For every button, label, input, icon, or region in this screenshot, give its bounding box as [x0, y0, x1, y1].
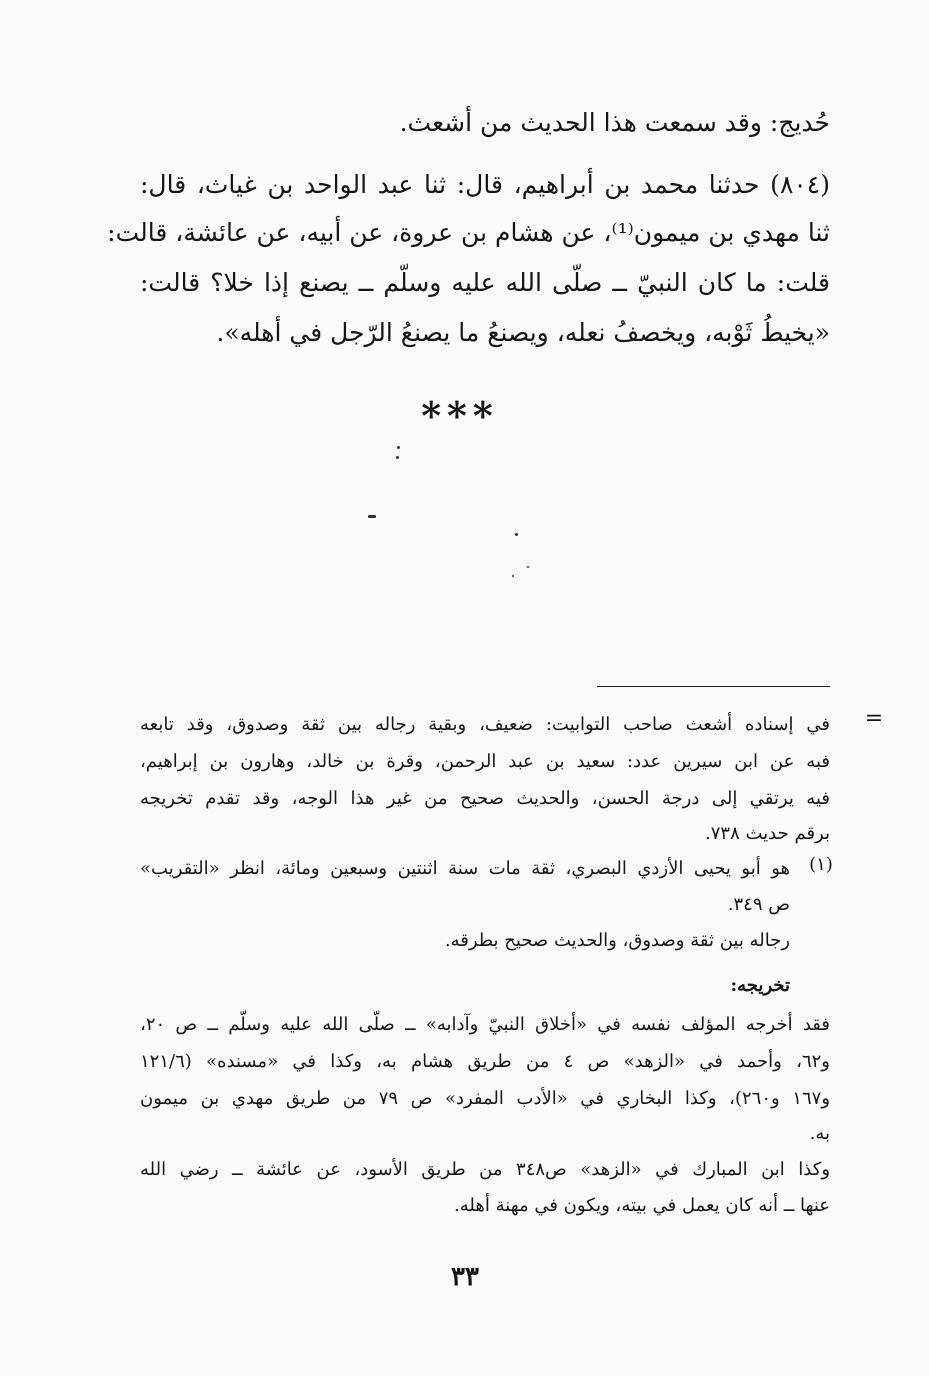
scan-speck	[397, 446, 400, 449]
footnote-cont-line-2: فبه عن ابن سيرين عدد: سعيد بن عبد الرحمن، وقرة بن خالد، وهارون بن إبراهيم،	[140, 751, 830, 772]
takhrij-line-2: و٦٢، وأحمد في «الزهد» ص ٤ من طريق هشام به، وكذا في «مسنده» (١٢١/٦	[140, 1051, 830, 1072]
takhrij-line-3: و١٦٧ و٢٦٠)، وكذا البخاري في «الأدب المفرد» ص ٧٩ من طريق مهدي بن ميمون	[140, 1088, 831, 1109]
footnote-1-line-3: رجاله بين ثقة وصدوق، والحديث صحيح بطرقه.	[444, 930, 790, 951]
footnote-cont-line-3: فيه يرتقي إلى درجة الحسن، والحديث صحيح من غير هذا الوجه، وقد تقدم تخريجه	[140, 788, 830, 809]
scan-speck	[368, 515, 376, 518]
scan-speck	[515, 533, 518, 536]
scan-speck	[512, 575, 514, 577]
page-number: ٣٣	[451, 1262, 479, 1292]
section-separator: ***	[421, 393, 499, 438]
takhrij-line-5: وكذا ابن المبارك في «الزهد» ص٣٤٨ من طريق الأسود، عن عائشة ــ رضي الله	[140, 1159, 831, 1180]
footnote-cont-line-4: برقم حديث ٧٣٨.	[705, 823, 830, 844]
main-line-2: (٨٠٤) حدثنا محمد بن أبراهيم، قال: ثنا عبد الواحد بن غياث، قال:	[140, 170, 830, 199]
main-line-4: قلت: ما كان النبيّ ــ صلّى الله عليه وسلّم ــ يصنع إذا خلا؟ قالت:	[140, 268, 830, 297]
continuation-mark: =	[864, 706, 884, 731]
footnote-1-number: (١)	[809, 854, 833, 875]
main-line-5: «يخيطُ ثَوْبه، ويخصفُ نعله، ويصنعُ ما يصنعُ الرّجل في أهله».	[216, 318, 830, 347]
takhrij-line-4: به.	[809, 1123, 830, 1144]
takhrij-line-6: عنها ــ أنه كان يعمل في بيته، ويكون في مهنة أهله.	[454, 1195, 830, 1216]
footnote-1-line-1: هو أبو يحيى الأزدي البصري، ثقة مات سنة اثنتين وسبعين ومائة، انظر «التقريب»	[140, 858, 790, 879]
footnote-cont-line-1: في إسناده أشعث صاحب التوابيت: ضعيف، وبقية رجاله بين ثقة وصدوق، وقد تابعه	[140, 714, 830, 735]
scan-speck	[396, 456, 399, 459]
main-line-1: حُديج: وقد سمعت هذا الحديث من أشعث.	[399, 108, 830, 137]
takhrij-line-1: فقد أخرجه المؤلف نفسه في «أخلاق النبيّ وآدابه» ــ صلّى الله عليه وسلّم ــ ص ٢٠،	[140, 1014, 830, 1035]
main-line-3: ثنا مهدي بن ميمون⁽¹⁾، عن هشام بن عروة، عن أبيه، عن عائشة، قالت:	[107, 218, 830, 247]
footnote-1-line-2: ص ٣٤٩.	[727, 894, 790, 915]
scan-speck	[527, 566, 529, 568]
takhrij-heading: تخريجه:	[730, 975, 790, 996]
footnote-rule	[597, 686, 830, 687]
